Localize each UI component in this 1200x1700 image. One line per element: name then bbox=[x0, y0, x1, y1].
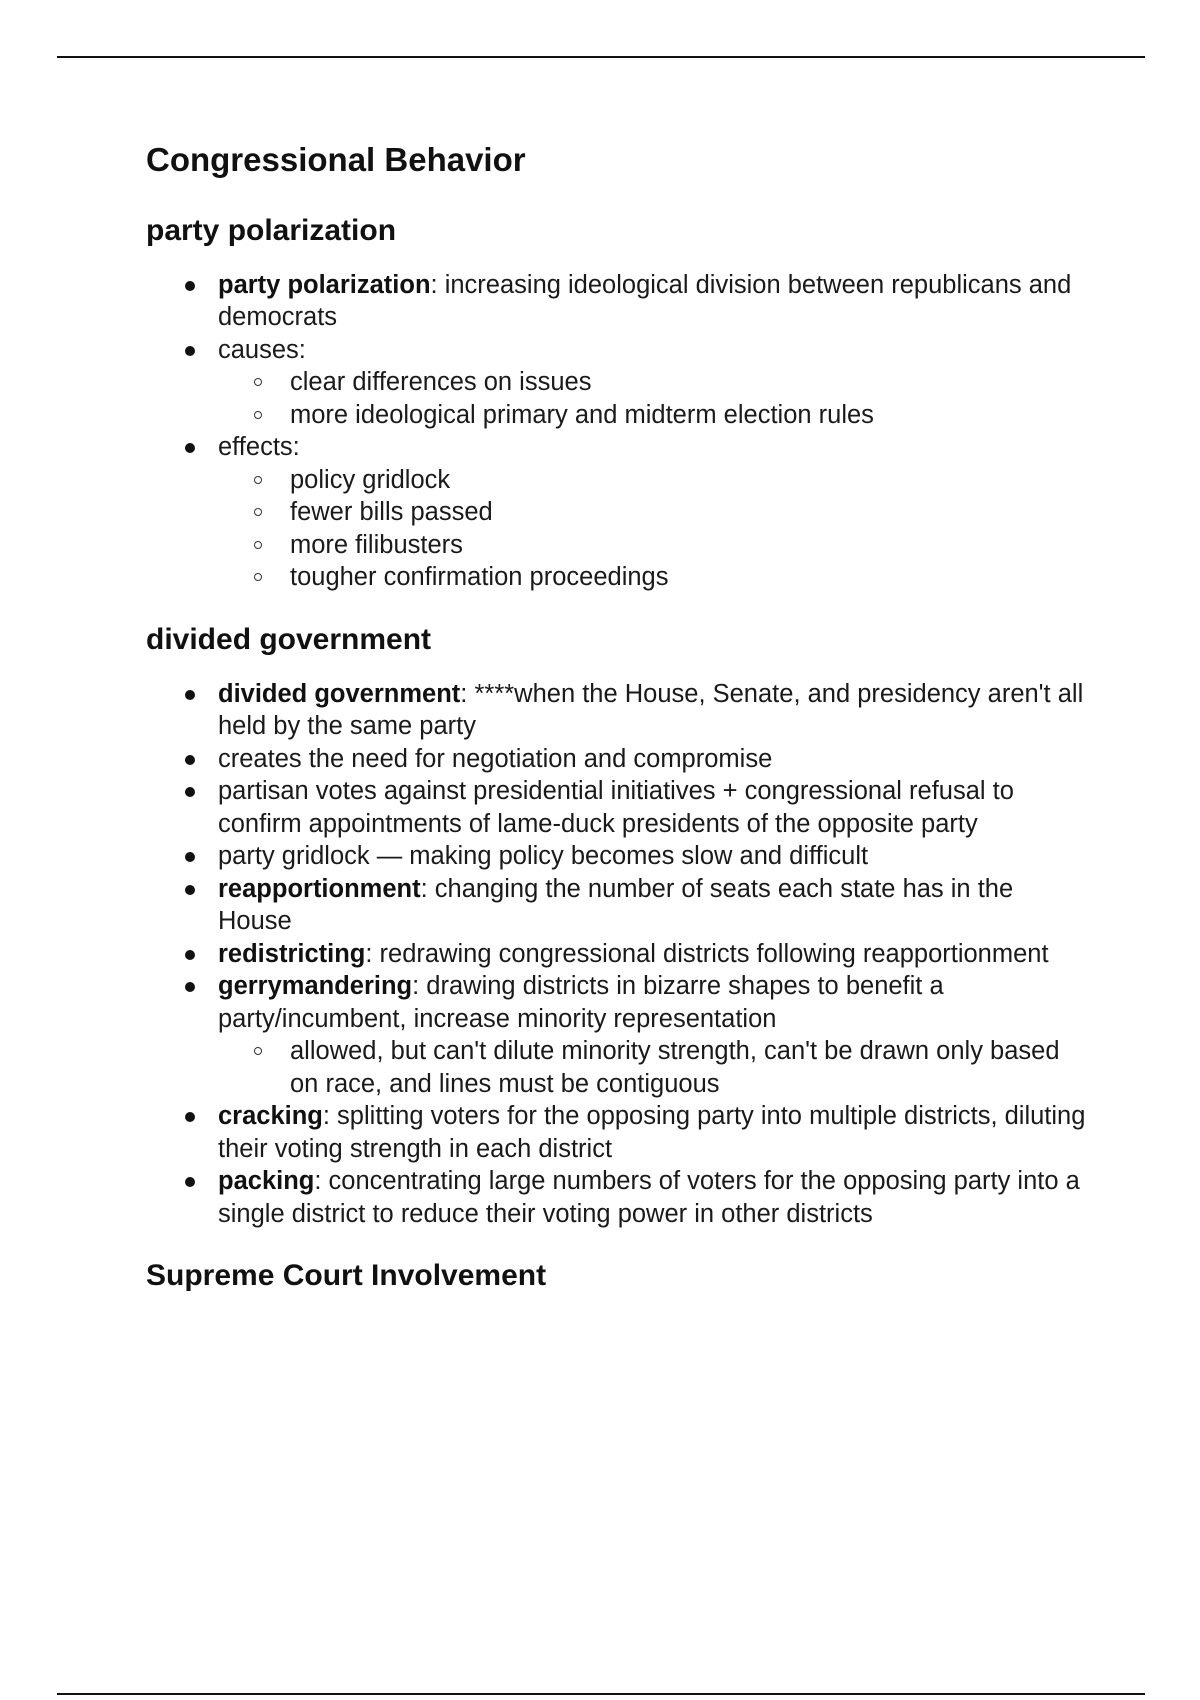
document-body bbox=[146, 140, 1086, 1314]
sub-list bbox=[218, 366, 1086, 431]
list-item bbox=[146, 938, 1086, 971]
term: gerrymandering bbox=[218, 972, 413, 1001]
item-text: causes: bbox=[218, 335, 306, 364]
definition: : changing the number of seats each state has in the House bbox=[218, 874, 1014, 936]
list-item bbox=[146, 1165, 1086, 1230]
bullet-icon bbox=[185, 690, 195, 700]
list-item bbox=[146, 840, 1086, 873]
circle-bullet-icon bbox=[254, 378, 262, 386]
sub-list-item: allowed, but can't dilute minority strength, can't be drawn only based on race, and lines must be contiguous bbox=[218, 1035, 1086, 1100]
party-polarization-list bbox=[146, 269, 1086, 594]
sub-list-item: tougher confirmation proceedings bbox=[218, 561, 1086, 594]
circle-bullet-icon bbox=[254, 476, 262, 484]
bullet-icon bbox=[185, 885, 195, 895]
definition: : redrawing congressional districts following reapportionment bbox=[365, 939, 1049, 968]
item-text: creates the need for negotiation and compromise bbox=[218, 744, 773, 773]
definition: : splitting voters for the opposing party into multiple districts, diluting their voting strength in each district bbox=[218, 1102, 1086, 1163]
definition: : concentrating large numbers of voters for the opposing party into a single district to reduce their voting power in other districts bbox=[218, 1167, 1080, 1228]
bullet-icon bbox=[185, 755, 195, 765]
definition: : drawing districts in bizarre shapes to benefit a party/incumbent, increase minority representation bbox=[218, 972, 944, 1033]
sub-list-item: clear differences on issues bbox=[218, 366, 1086, 399]
list-item bbox=[146, 269, 1086, 334]
bullet-icon bbox=[185, 1177, 195, 1187]
circle-bullet-icon bbox=[254, 411, 262, 419]
bullet-icon bbox=[185, 852, 195, 862]
list-item bbox=[146, 431, 1086, 594]
list-item bbox=[146, 873, 1086, 938]
bullet-icon bbox=[185, 982, 195, 992]
term: cracking bbox=[218, 1102, 323, 1131]
bullet-icon bbox=[185, 787, 195, 797]
sub-list bbox=[218, 464, 1086, 594]
list-item bbox=[146, 334, 1086, 432]
definition: : ****when the House, Senate, and presidency aren't all held by the same party bbox=[218, 679, 1084, 741]
bottom-rule bbox=[57, 1693, 1145, 1695]
circle-bullet-icon bbox=[254, 508, 262, 516]
divided-government-list bbox=[146, 678, 1086, 1231]
term: redistricting bbox=[218, 939, 366, 968]
sub-list bbox=[218, 1035, 1086, 1100]
section-heading-party-polarization: party polarization bbox=[146, 213, 397, 247]
bullet-icon bbox=[185, 346, 195, 356]
sub-list-item: fewer bills passed bbox=[218, 496, 1086, 529]
term: party polarization bbox=[218, 270, 431, 299]
list-item bbox=[146, 678, 1086, 743]
section-heading-supreme-court: Supreme Court Involvement bbox=[146, 1259, 547, 1293]
sub-list-item: more ideological primary and midterm election rules bbox=[218, 399, 1086, 432]
term: packing bbox=[218, 1167, 315, 1196]
circle-bullet-icon bbox=[254, 541, 262, 549]
term: divided government bbox=[218, 679, 461, 708]
list-item bbox=[146, 970, 1086, 1100]
list-item bbox=[146, 775, 1086, 840]
item-text: partisan votes against presidential initiatives + congressional refusal to confirm appointments of lame-duck presidents of the opposite party bbox=[218, 777, 1014, 838]
definition: : increasing ideological division between republicans and democrats bbox=[218, 270, 1072, 332]
circle-bullet-icon bbox=[254, 1047, 262, 1055]
bullet-icon bbox=[185, 950, 195, 960]
circle-bullet-icon bbox=[254, 573, 262, 581]
page-title: Congressional Behavior bbox=[146, 141, 526, 178]
list-item bbox=[146, 1100, 1086, 1165]
sub-list-item: more filibusters bbox=[218, 529, 1086, 562]
term: reapportionment bbox=[218, 874, 421, 903]
list-item bbox=[146, 743, 1086, 776]
bullet-icon bbox=[185, 281, 195, 291]
bullet-icon bbox=[185, 1112, 195, 1122]
item-text: party gridlock — making policy becomes slow and difficult bbox=[218, 842, 869, 871]
section-heading-divided-government: divided government bbox=[146, 622, 432, 656]
top-rule bbox=[57, 56, 1145, 58]
bullet-icon bbox=[185, 443, 195, 453]
sub-list-item: policy gridlock bbox=[218, 464, 1086, 497]
item-text: effects: bbox=[218, 433, 300, 462]
